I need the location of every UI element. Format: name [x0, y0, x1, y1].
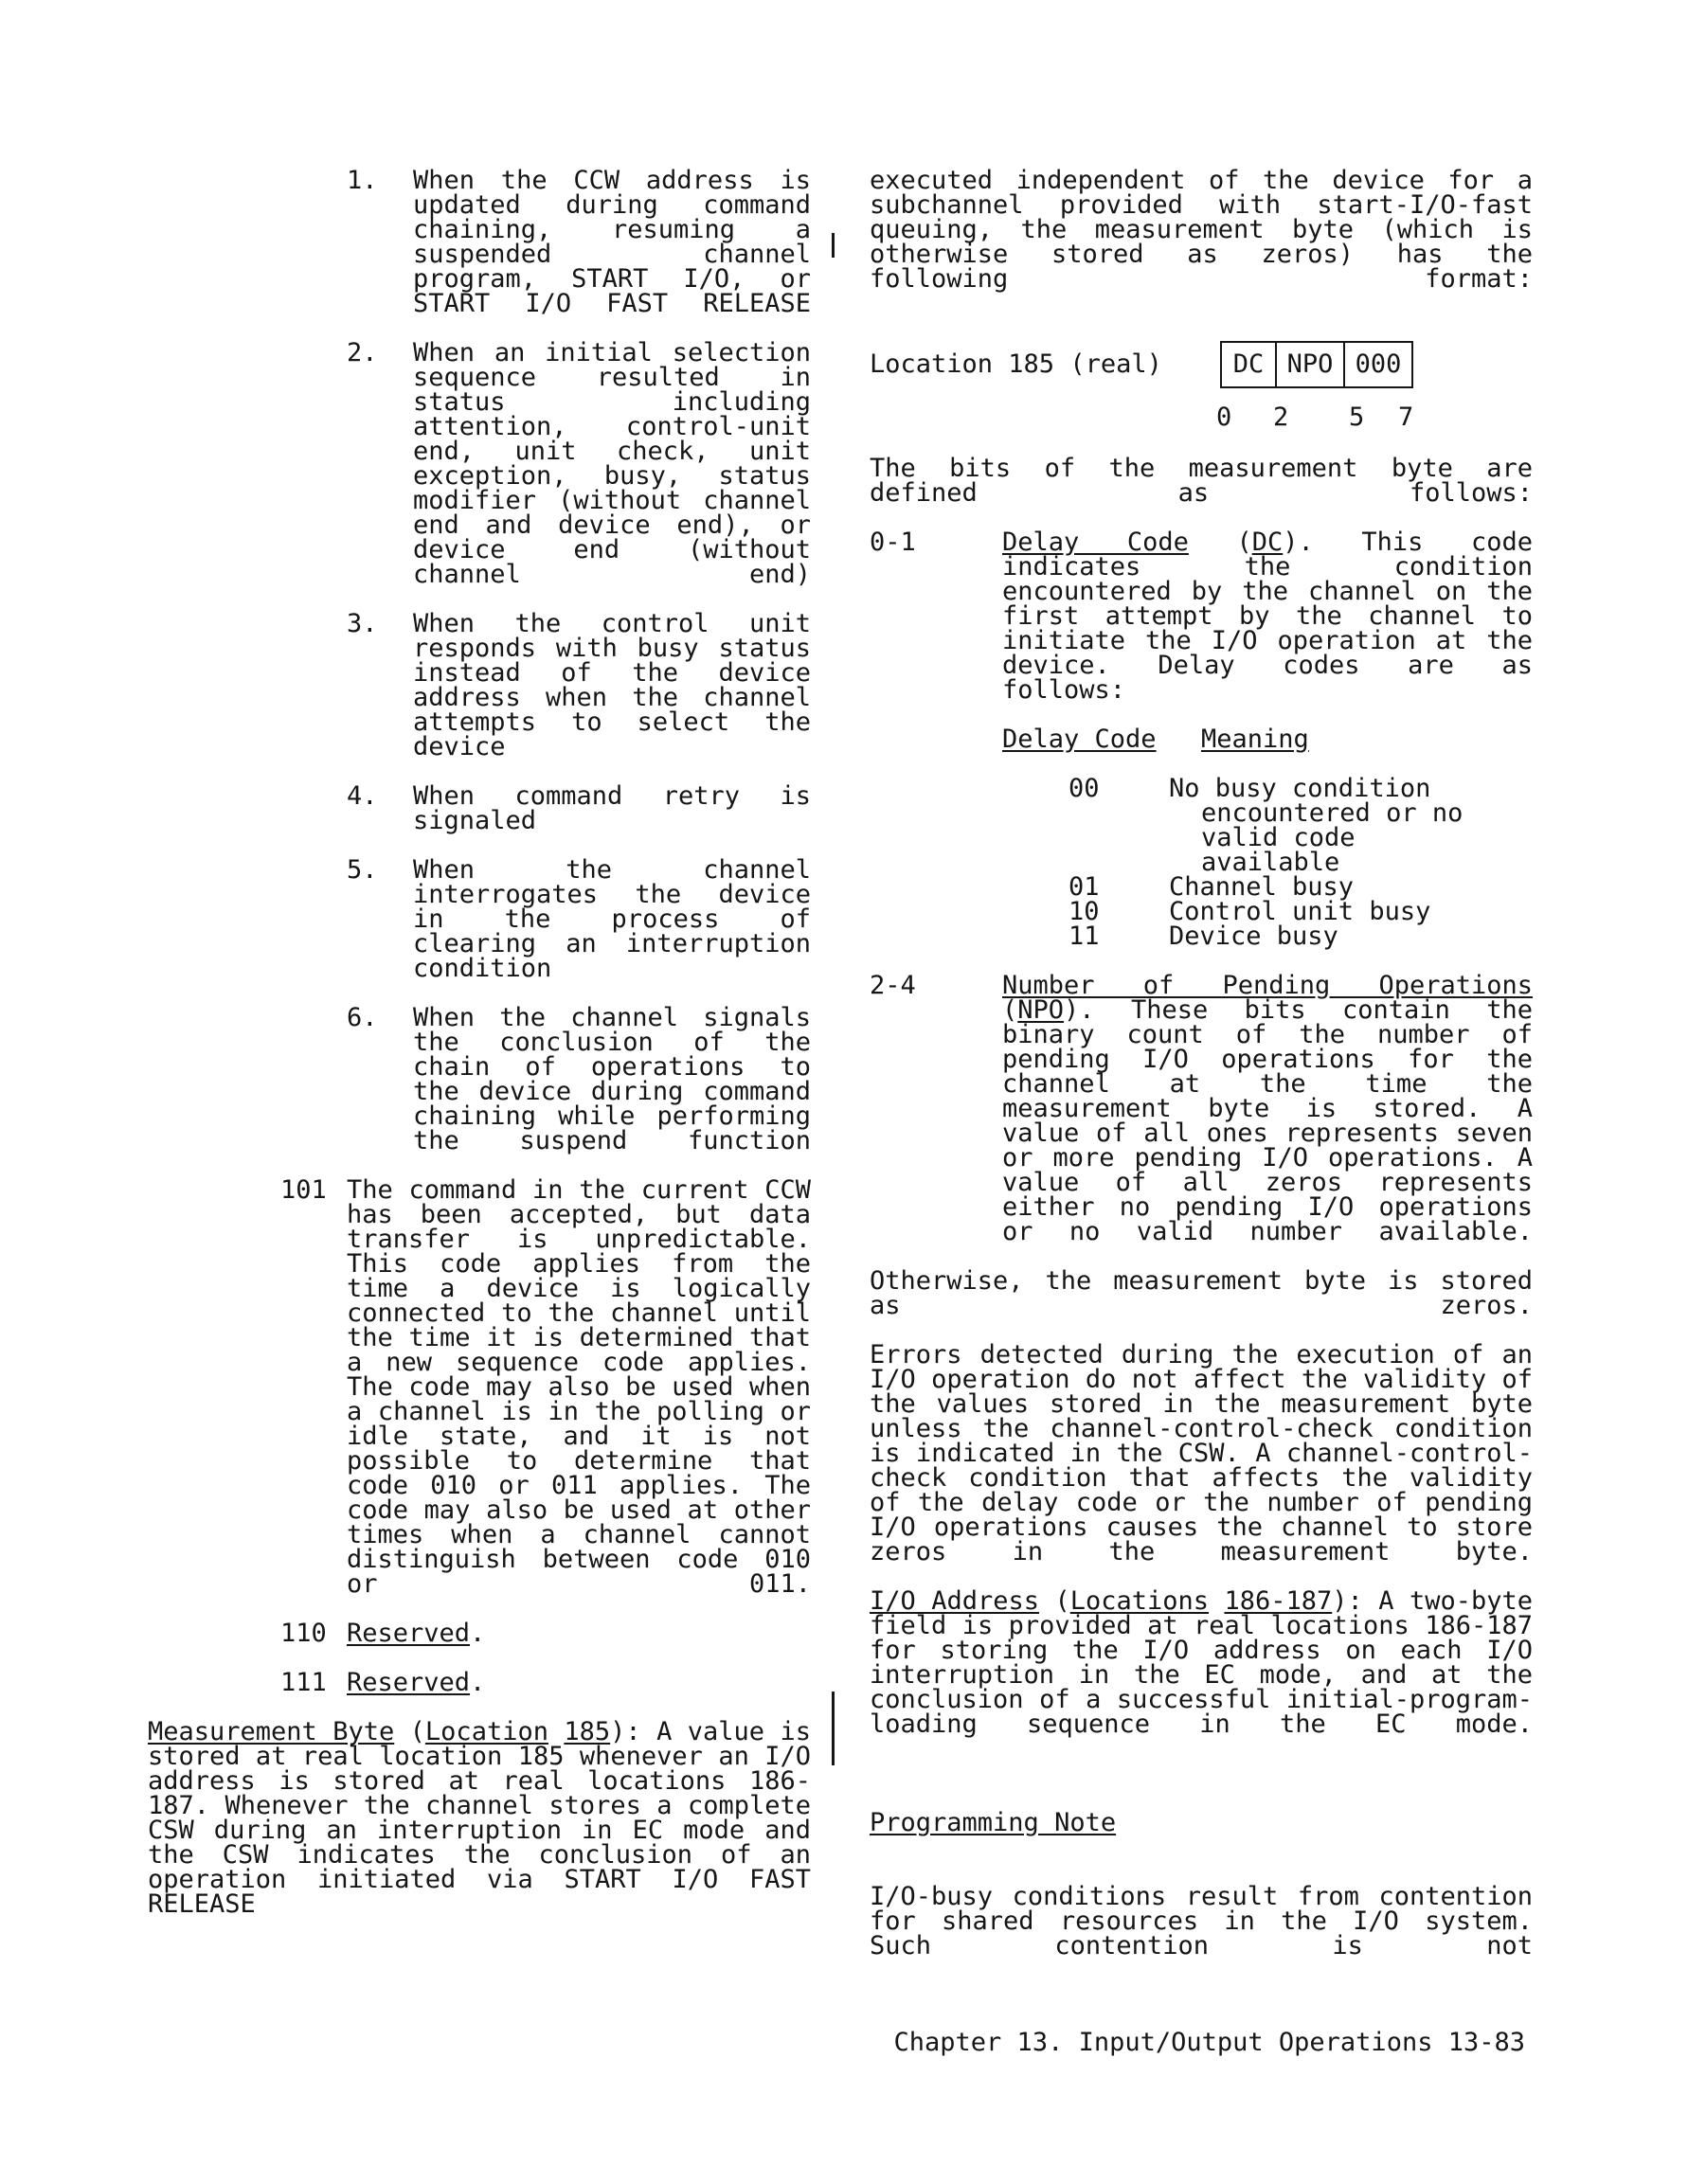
period: . [470, 1619, 486, 1648]
delay-code-text: This code indicates the condition encountered by the channel on the first attempt by the channel to initiate the I/O operation at the device. Delay codes are as follows: [1002, 528, 1533, 705]
change-bar [832, 233, 835, 258]
list-item [148, 166, 811, 318]
table-cell-meaning: Control unit busy [1169, 897, 1431, 926]
table-cell-code: 00 [1068, 774, 1100, 803]
delay-code-abbr: DC [1251, 528, 1284, 557]
reserved-label: Reserved [347, 1619, 471, 1648]
otherwise-paragraph: Otherwise, the measurement byte is stored as zeros. [870, 1266, 1533, 1320]
list-number: 2. [347, 338, 378, 367]
location-number: 185 [564, 1717, 611, 1746]
list-item [148, 1003, 811, 1155]
io-address-title: I/O Address [870, 1586, 1039, 1616]
programming-note-title: Programming Note [870, 1808, 1117, 1837]
bit-label: 5 [1349, 403, 1365, 432]
left-column [148, 166, 811, 1942]
list-number: 4. [347, 781, 378, 811]
list-text: When the channel interrogates the device in the process of clearing an interruption condition [413, 855, 811, 983]
sequence-code: 101 [280, 1175, 327, 1205]
measurement-byte-paragraph [148, 1717, 811, 1919]
list-number: 3. [347, 609, 378, 638]
measurement-byte-title: Measurement Byte [148, 1717, 395, 1746]
sequence-code-text: The command in the current CCW has been accepted, but data transfer is unpredictable. This code applies from the time a device is logically connected to the channel until the time it is determined that a new sequence code applies. The code may also be used when a channel is in the polling or idle state, and it is not possible to determine that code 010 or 011 applies. The code may also be used at other times when a channel cannot distinguish between code 010 or 011. [347, 1175, 811, 1599]
table-cell-meaning: Device busy [1169, 922, 1338, 951]
paren-open: ( [1039, 1586, 1070, 1616]
field-dc: DC [1222, 343, 1277, 386]
paren-open: ( [394, 1717, 425, 1746]
bit-positions [870, 402, 1438, 430]
period: . [470, 1668, 486, 1697]
table-cell-code: 10 [1068, 897, 1100, 926]
sequence-code-item [148, 1175, 811, 1599]
measurement-byte-text: value is stored at real location 185 whenever an I/O address is stored at real locations 186-187. Whenever the channel stores a complete CSW during an interruption in EC mode and the CSW indicates the conclusion of an operation initiated via START I/O FAST RELEASE [148, 1717, 811, 1919]
list-text: When the control unit responds with busy status instead of the device address when the channel attempts to select the device [413, 609, 811, 761]
column-header: Meaning [1201, 725, 1309, 754]
list-number: 6. [347, 1003, 378, 1032]
location-label: Location [424, 1717, 548, 1746]
list-item [148, 609, 811, 761]
delay-code-table [1002, 727, 1533, 949]
io-address-text: two-byte field is provided at real locations 186-187 for storing the I/O address on each I/O interruption in the EC mode, and at the conclusion of a successful initial-program-loading sequence in the EC mode. [870, 1586, 1533, 1739]
reserved-label: Reserved [347, 1668, 471, 1697]
bit-label: 0 [1216, 403, 1232, 432]
bits-intro: The bits of the measurement byte are defined as follows: [870, 454, 1533, 508]
format-box [1220, 341, 1413, 388]
npo-abbr: NPO [1017, 995, 1065, 1025]
column-header: Delay Code [1002, 725, 1157, 754]
list-text: When the channel signals the conclusion of the chain of operations to the device during command chaining while performing the suspend function [413, 1003, 811, 1155]
list-text: When command retry is signaled [413, 781, 811, 835]
bit-label: 7 [1398, 403, 1414, 432]
table-cell-meaning: Channel busy [1169, 872, 1355, 902]
paren-close: ): A [1332, 1586, 1394, 1616]
paren-close: ): A [610, 1717, 673, 1746]
table-cell-code: 01 [1068, 872, 1100, 902]
change-bar [832, 1692, 835, 1765]
format-label: Location 185 (real) [870, 349, 1162, 379]
delay-code-title: Delay Code [1002, 528, 1189, 557]
errors-paragraph: Errors detected during the execution of an I/O operation do not affect the validity of the values stored in the measurement byte unless the channel-control-check condition is indicated in the CSW. A channel-control-check condition that affects the validity of the delay code or the number of pending I/O operations causes the channel to store zeros in the measurement byte. [870, 1340, 1533, 1566]
table-cell-code: 11 [1068, 922, 1100, 951]
table-cell-meaning: No busy condition encountered or no valid code available [1169, 774, 1464, 877]
format-diagram [870, 341, 1533, 436]
bit-range: 0-1 [870, 528, 916, 557]
list-item [148, 338, 811, 589]
right-column [870, 166, 1533, 1983]
bit-label: 2 [1273, 403, 1289, 432]
programming-note-heading [870, 1808, 1533, 1837]
page-footer: Chapter 13. Input/Output Operations 13-83 [893, 2028, 1525, 2057]
field-npo: NPO [1277, 343, 1345, 386]
npo-definition: 2-4 Number of Pending Operations (NPO). These bits contain the binary count of the number of pending I/O operations for the channel at the time the measurement byte is stored. A value of all ones represents seven or more pending I/O operations. A value of all zeros represents either no pending I/O operations or no valid number available. [870, 971, 1533, 1246]
field-zeros: 000 [1355, 349, 1402, 379]
sequence-code: 111 [280, 1668, 327, 1697]
list-number: 1. [347, 166, 378, 195]
table-header [1002, 727, 1533, 752]
list-text: When the CCW address is updated during command chaining, resuming a suspended channel program, START I/O, or START I/O FAST RELEASE [413, 166, 811, 318]
delay-code-definition: 0-1 Delay Code (DC). This code indicates the condition encountered by the channel on the first attempt by the channel to initiate the I/O operation at the device. Delay codes are as follows: Delay Code Meaning 00 No busy condition encountered or no valid code available 01 Channel busy 10 Control unit busy 11 Device busy [870, 528, 1533, 951]
sequence-code-item [148, 1668, 811, 1697]
list-text: When an initial selection sequence resulted in status including attention, control-unit end, unit check, unit exception, busy, status modifier (without channel end and device end), or device end (without channel end) [413, 338, 811, 589]
list-item [148, 855, 811, 983]
npo-text: These bits contain the binary count of the number of pending I/O operations for the channel at the time the measurement byte is stored. A value of all ones represents seven or more pending I/O operations. A value of all zeros represents either no pending I/O operations or no valid number available. [1002, 995, 1533, 1246]
intro-paragraph: executed independent of the device for a subchannel provided with start-I/O-fast queuing, the measurement byte (which is otherwise stored as zeros) has the following format: [870, 166, 1533, 294]
bit-range: 2-4 [870, 971, 916, 1000]
table-row [1002, 774, 1533, 877]
locations-label: Locations [1069, 1586, 1210, 1616]
table-row [1002, 924, 1533, 949]
locations-number: 186-187 [1224, 1586, 1333, 1616]
io-address-paragraph [870, 1586, 1533, 1739]
sequence-code: 110 [280, 1619, 327, 1648]
sequence-code-item [148, 1621, 811, 1646]
list-item [148, 781, 811, 835]
list-number: 5. [347, 855, 378, 885]
npo-title: Number of Pending Operations [1002, 971, 1533, 1000]
programming-note-text: I/O-busy conditions result from contention for shared resources in the I/O system. Such contention is not [870, 1882, 1533, 1960]
